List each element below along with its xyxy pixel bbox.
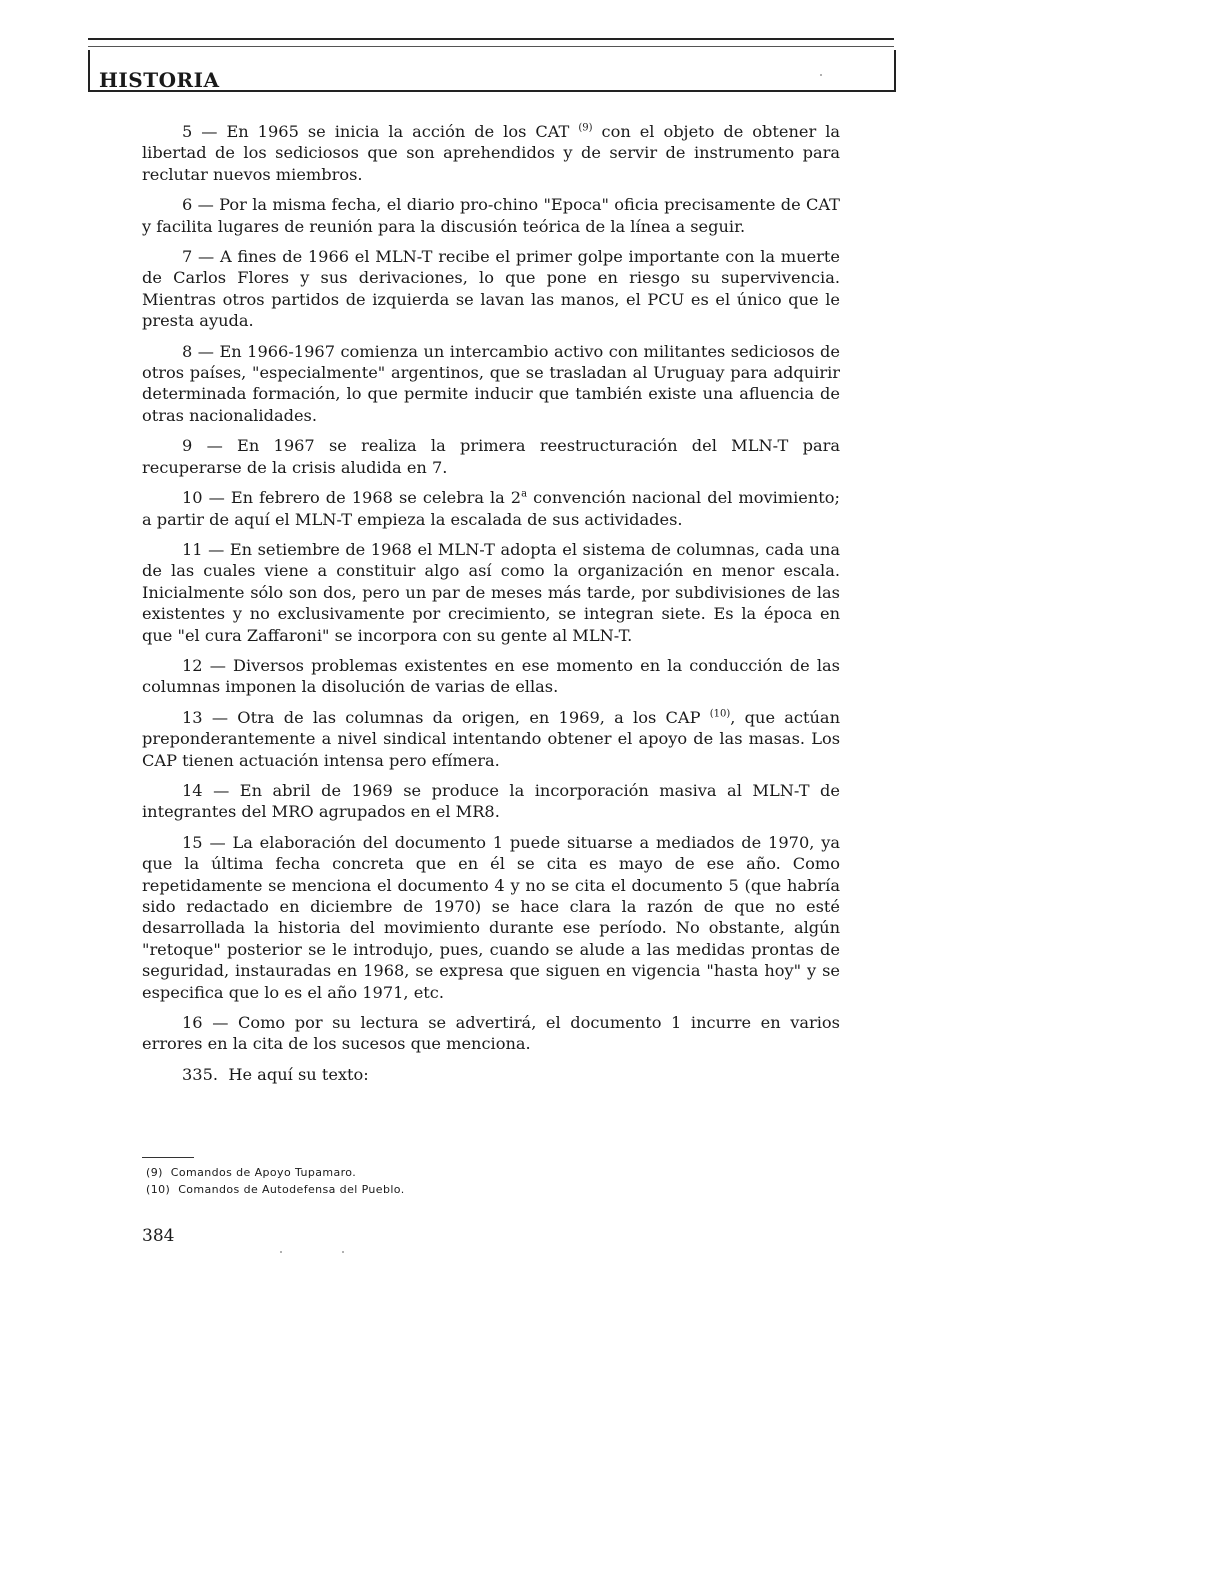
dash: — — [197, 341, 214, 361]
paragraph-15 — [142, 832, 840, 1003]
paragraph-number: 14 — [182, 780, 203, 800]
footnote-ref: (9) — [578, 122, 593, 134]
paragraph-number: 13 — [182, 707, 203, 727]
paragraph-number: 10 — [182, 488, 203, 508]
scan-speck — [342, 1251, 344, 1253]
paragraph-text: con el objeto de obtener la libertad de los sediciosos que son aprehendidos y de servir de instrumento para reclutar nuevos miembros. — [142, 122, 841, 184]
paragraph-number: 5 — [182, 122, 193, 141]
paragraph-number: 12 — [182, 655, 203, 675]
paragraph-9 — [142, 435, 840, 478]
paragraph-16 — [142, 1012, 840, 1055]
paragraph-text: , que actúan preponderantemente a nivel sindical intentando obtener el apoyo de las masas. Los CAP tienen actuación intensa pero efímera. — [142, 707, 840, 770]
dash: — — [209, 832, 226, 852]
paragraph-number: 7 — [182, 247, 193, 267]
dash: — — [213, 780, 230, 800]
footnote-marker: (10) — [146, 1183, 171, 1196]
paragraph-text: En 1966-1967 comienza un intercambio activo con militantes sediciosos de otros países, "especialmente" argentinos, que se trasladan al Uruguay para adquirir determinada formación, lo que permite inducir que también existe una afluencia de otras nacionalidades. — [142, 341, 840, 425]
closing-text: He aquí su texto: — [228, 1064, 369, 1084]
dash: — — [197, 195, 214, 215]
paragraph-text: Como por su lectura se advertirá, el documento 1 incurre en varios errores en la cita de los sucesos que menciona. — [142, 1013, 840, 1054]
ordinal-superscript: a — [521, 488, 528, 500]
paragraph-text: En 1965 se inicia la acción de los CAT — [226, 122, 570, 141]
paragraph-7 — [142, 246, 840, 332]
paragraph-text: Diversos problemas existentes en ese momento en la conducción de las columnas imponen la disolución de varias de ellas. — [142, 655, 840, 697]
paragraph-10 — [142, 487, 840, 530]
footnotes — [146, 1164, 405, 1198]
paragraph-text: La elaboración del documento 1 puede situarse a mediados de 1970, ya que la última fecha concreta que en él se cita es mayo de ese año. Como repetidamente se menciona el documento 4 y no se cita el documento 5 (que habría sido redactado en diciembre de 1970) se hace clara la razón de que no esté desarrollada la historia del movimiento durante ese período. No obstante, algún "retoque" posterior se le introdujo, pues, cuando se alude a las medidas prontas de seguridad, instauradas en 1968, se expresa que siguen en vigencia "hasta hoy" y se especifica que lo es el año 1971, etc. — [142, 832, 840, 1002]
paragraph-11 — [142, 539, 840, 646]
paragraph-number: 15 — [182, 832, 203, 852]
paragraph-6 — [142, 194, 840, 237]
dash: — — [201, 122, 218, 141]
footnote-rule — [142, 1157, 194, 1158]
footnote-marker: (9) — [146, 1166, 163, 1179]
footnote-10 — [146, 1181, 405, 1198]
paragraph-335 — [142, 1064, 840, 1085]
paragraph-12 — [142, 655, 840, 698]
paragraph-text: A fines de 1966 el MLN-T recibe el primer golpe importante con la muerte de Carlos Flores y sus derivaciones, lo que pone en riesgo su supervivencia. Mientras otros partidos de izquierda se lavan las manos, el PCU es el único que le presta ayuda. — [142, 247, 840, 331]
body-text — [142, 121, 840, 1094]
header-rule-secondary — [88, 46, 894, 47]
paragraph-number: 11 — [182, 539, 203, 559]
dash: — — [211, 707, 229, 727]
dash: — — [208, 488, 225, 508]
paragraph-number: 16 — [182, 1013, 203, 1033]
paragraph-text: En setiembre de 1968 el MLN-T adopta el sistema de columnas, cada una de las cuales viene a constituir algo así como la organización en menor escala. Inicialmente sólo son dos, pero un par de meses más tarde, por subdivisiones de las existentes y no exclusivamente por crecimiento, se integran siete. Es la época en que "el cura Zaffaroni" se incorpora con su gente al MLN-T. — [142, 539, 840, 645]
dash: — — [208, 539, 225, 559]
dash: — — [209, 655, 226, 675]
footnote-9 — [146, 1164, 405, 1181]
paragraph-text: En 1967 se realiza la primera reestructuración del MLN-T para recuperarse de la crisis aludida en 7. — [142, 436, 840, 477]
paragraph-text: Por la misma fecha, el diario pro-chino "Epoca" oficia precisamente de CAT y facilita lugares de reunión para la discusión teórica de la línea a seguir. — [142, 195, 840, 236]
footnote-text: Comandos de Autodefensa del Pueblo. — [178, 1183, 405, 1196]
paragraph-5 — [142, 121, 840, 185]
header-rule — [88, 38, 894, 40]
paragraph-text: convención nacional del movimiento; a partir de aquí el MLN-T empieza la escalada de sus actividades. — [142, 488, 841, 529]
paragraph-text: Otra de las columnas da origen, en 1969, a los CAP — [237, 707, 701, 727]
paragraph-8 — [142, 341, 840, 427]
footnote-ref: (10) — [709, 708, 731, 720]
dash: — — [206, 436, 223, 456]
section-number: 335. — [182, 1064, 219, 1084]
paragraph-number: 8 — [182, 341, 193, 361]
dash: — — [198, 247, 215, 267]
paragraph-text: En abril de 1969 se produce la incorporación masiva al MLN-T de integrantes del MRO agrupados en el MR8. — [142, 780, 840, 822]
dash: — — [212, 1013, 229, 1033]
running-header-title: HISTORIA — [99, 68, 220, 92]
scan-speck — [820, 74, 822, 76]
paragraph-14 — [142, 780, 840, 823]
footnote-text: Comandos de Apoyo Tupamaro. — [170, 1166, 357, 1179]
page-number: 384 — [142, 1226, 175, 1246]
paragraph-number: 6 — [182, 195, 193, 215]
scan-speck — [280, 1251, 282, 1253]
paragraph-number: 9 — [182, 436, 193, 456]
paragraph-13 — [142, 707, 840, 771]
paragraph-text: En febrero de 1968 se celebra la 2 — [230, 488, 522, 508]
